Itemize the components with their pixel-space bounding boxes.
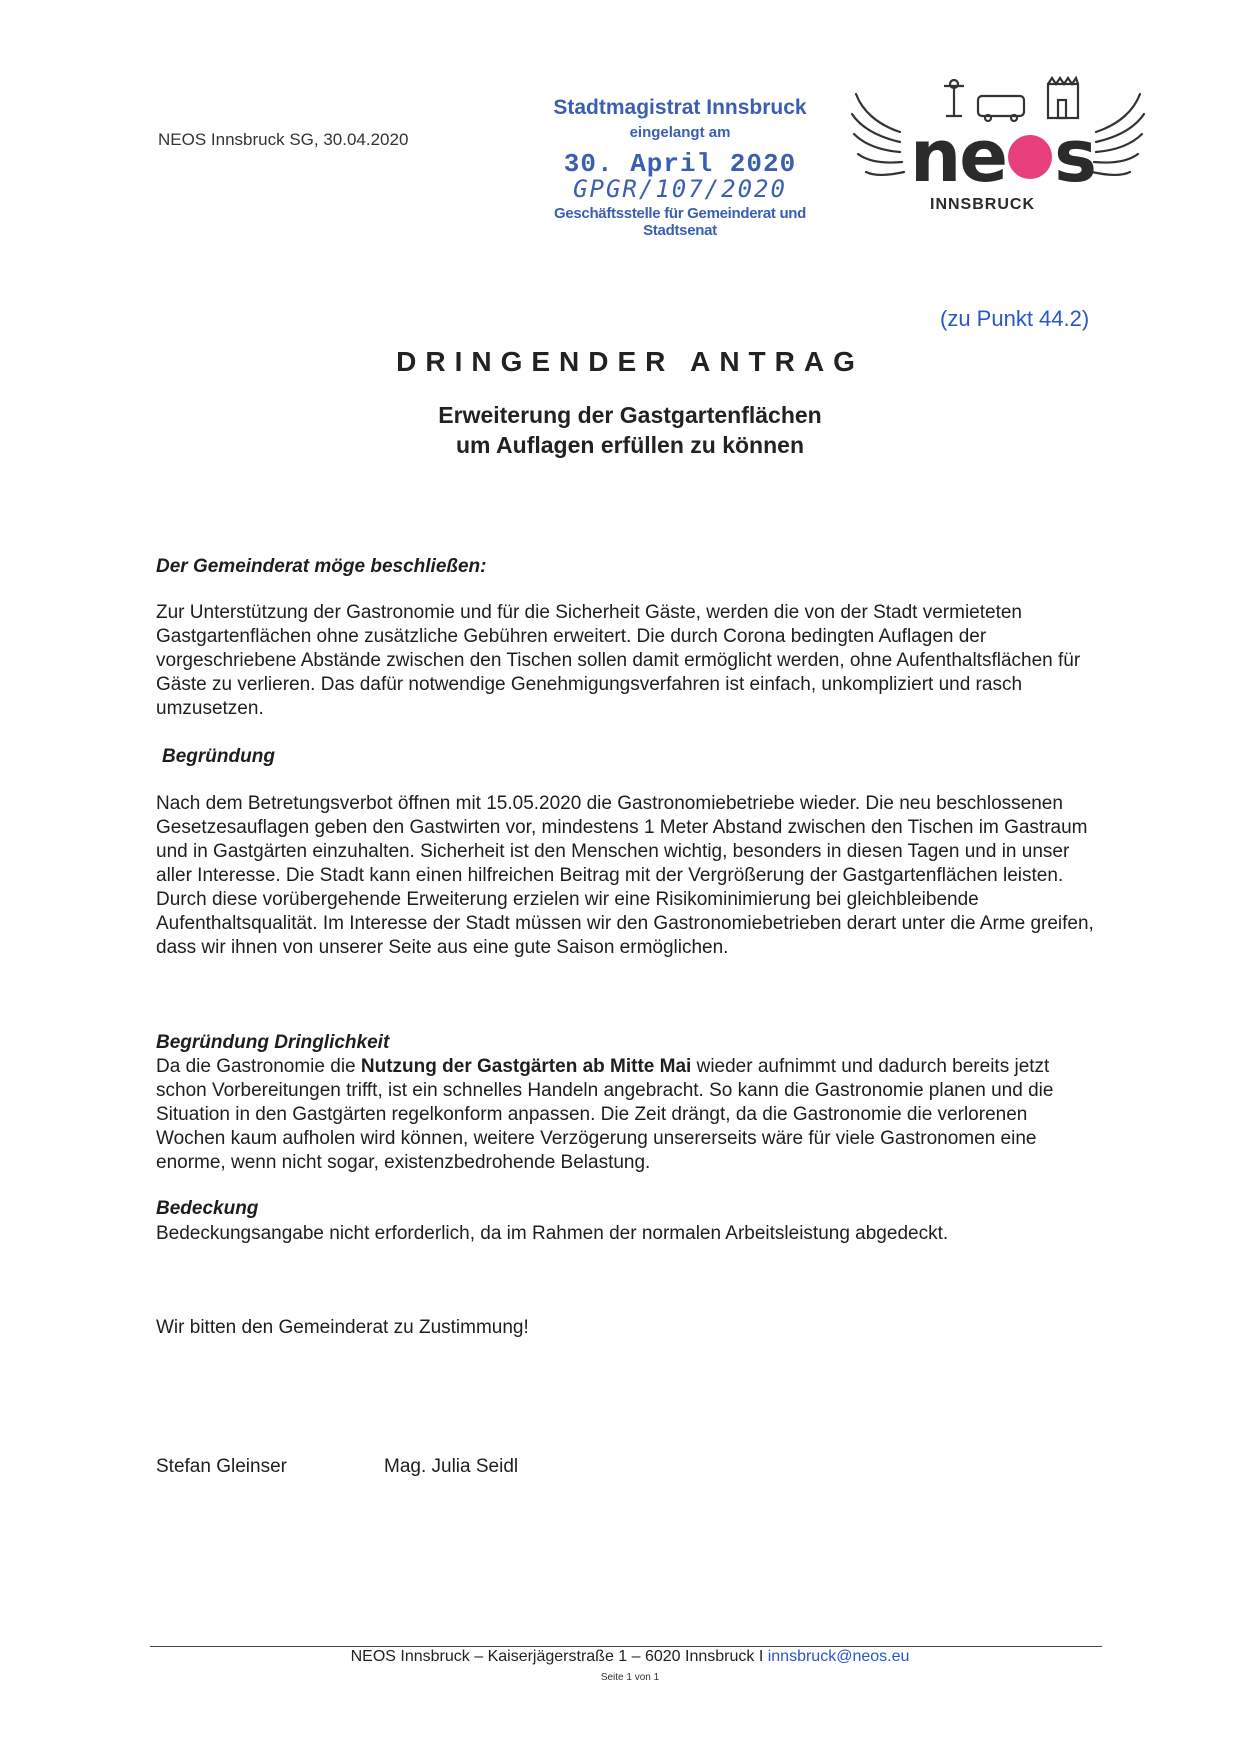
logo-wordmark: ne s <box>910 114 1095 198</box>
signature-1: Stefan Gleinser <box>156 1456 287 1477</box>
urgency-text-start: Da die Gastronomie die <box>156 1056 361 1077</box>
document-title: DRINGENDER ANTRAG <box>396 346 864 377</box>
urgency-text-end: wieder aufnimmt und dadurch bereits jetzt schon Vorbereitungen trifft, ist ein schnelles Handeln angebracht. So kann die Gastronomie planen und die Situation in den Gastgärten regelkonform anpassen. Die Zeit drängt, da die Gastronomie die verlorenen Wochen kaum aufholen wird können, weitere Verzögerung unsererseits wäre für viele Gastronomen eine enorme, wenn nicht sogar, existenzbedrohende Belastung. <box>156 1056 1054 1173</box>
coverage-text: Bedeckungsangabe nicht erforderlich, da im Rahmen der normalen Arbeitsleistung abgedeckt. <box>156 1223 949 1244</box>
footer-address <box>0 1648 1240 1666</box>
subtitle-line-1: Erweiterung der Gastgartenflächen <box>438 402 822 428</box>
stamp-office: Geschäftsstelle für Gemeinderat und Stadtsenat <box>553 205 807 239</box>
reason-heading: Begründung <box>162 746 275 767</box>
logo-dot-icon <box>1008 135 1052 179</box>
sender-line: NEOS Innsbruck SG, 30.04.2020 <box>158 130 409 149</box>
footer-divider <box>150 1646 1102 1647</box>
reason-text: Nach dem Betretungsverbot öffnen mit 15.05.2020 die Gastronomiebetriebe wieder. Die neu beschlossenen Gesetzesauflagen geben den Gastwirten vor, mindestens 1 Meter Abstand zwischen den Tischen im Gastraum und in Gastgärten einzuhalten. Sicherheit ist den Menschen wichtig, besonders in diesen Tagen und in unser aller Interesse. Die Stadt kann einen hilfreichen Beitrag mit der Vergrößerung der Gastgartenflächen leisten. Durch diese vorübergehende Erweiterung erzielen wir eine Risikominimierung bei gleichbleibende Aufenthaltsqualität. Im Interesse der Stadt müssen wir den Gastronomiebetrieben derart unter die Arme greifen, dass wir ihnen von unserer Seite aus eine gute Saison ermöglichen. <box>156 793 1094 958</box>
stamp-received-label: eingelangt am <box>629 124 731 141</box>
stamp-date: 30. April 2020 <box>563 149 797 179</box>
urgency-text-emphasis: Nutzung der Gastgärten ab Mitte Mai <box>360 1056 692 1077</box>
logo-city: INNSBRUCK <box>930 196 1035 213</box>
motion-heading: Der Gemeinderat möge beschließen: <box>156 556 487 577</box>
reference-note: (zu Punkt 44.2) <box>940 306 1090 331</box>
page-number: Seite 1 von 1 <box>600 1672 660 1683</box>
stamp-organization: Stadtmagistrat Innsbruck <box>553 96 807 119</box>
subtitle-line-2: um Auflagen erfüllen zu können <box>456 432 804 458</box>
footer-email[interactable]: innsbruck@neos.eu <box>767 1648 910 1665</box>
neos-logo <box>848 72 1148 222</box>
signature-2: Mag. Julia Seidl <box>384 1456 519 1477</box>
footer-address-text: NEOS Innsbruck – Kaiserjägerstraße 1 – 6020 Innsbruck I <box>350 1648 768 1665</box>
receipt-stamp <box>520 96 840 239</box>
urgency-text <box>156 1055 1096 1175</box>
document-subtitle <box>0 400 1240 460</box>
stamp-reference: GPGR/107/2020 <box>573 175 787 203</box>
urgency-heading: Begründung Dringlichkeit <box>156 1032 390 1053</box>
coverage-heading: Bedeckung <box>156 1198 259 1219</box>
closing-text: Wir bitten den Gemeinderat zu Zustimmung! <box>156 1317 529 1338</box>
motion-text: Zur Unterstützung der Gastronomie und für die Sicherheit Gäste, werden die von der Stadt vermieteten Gastgartenflächen ohne zusätzliche Gebühren erweitert. Die durch Corona bedingten Auflagen der vorgeschriebene Abstände zwischen den Tischen sollen damit ermöglicht werden, ohne Aufenthaltsflächen für Gäste zu verlieren. Das dafür notwendige Genehmigungsverfahren ist einfach, unkompliziert und rasch umzusetzen. <box>156 602 1081 719</box>
